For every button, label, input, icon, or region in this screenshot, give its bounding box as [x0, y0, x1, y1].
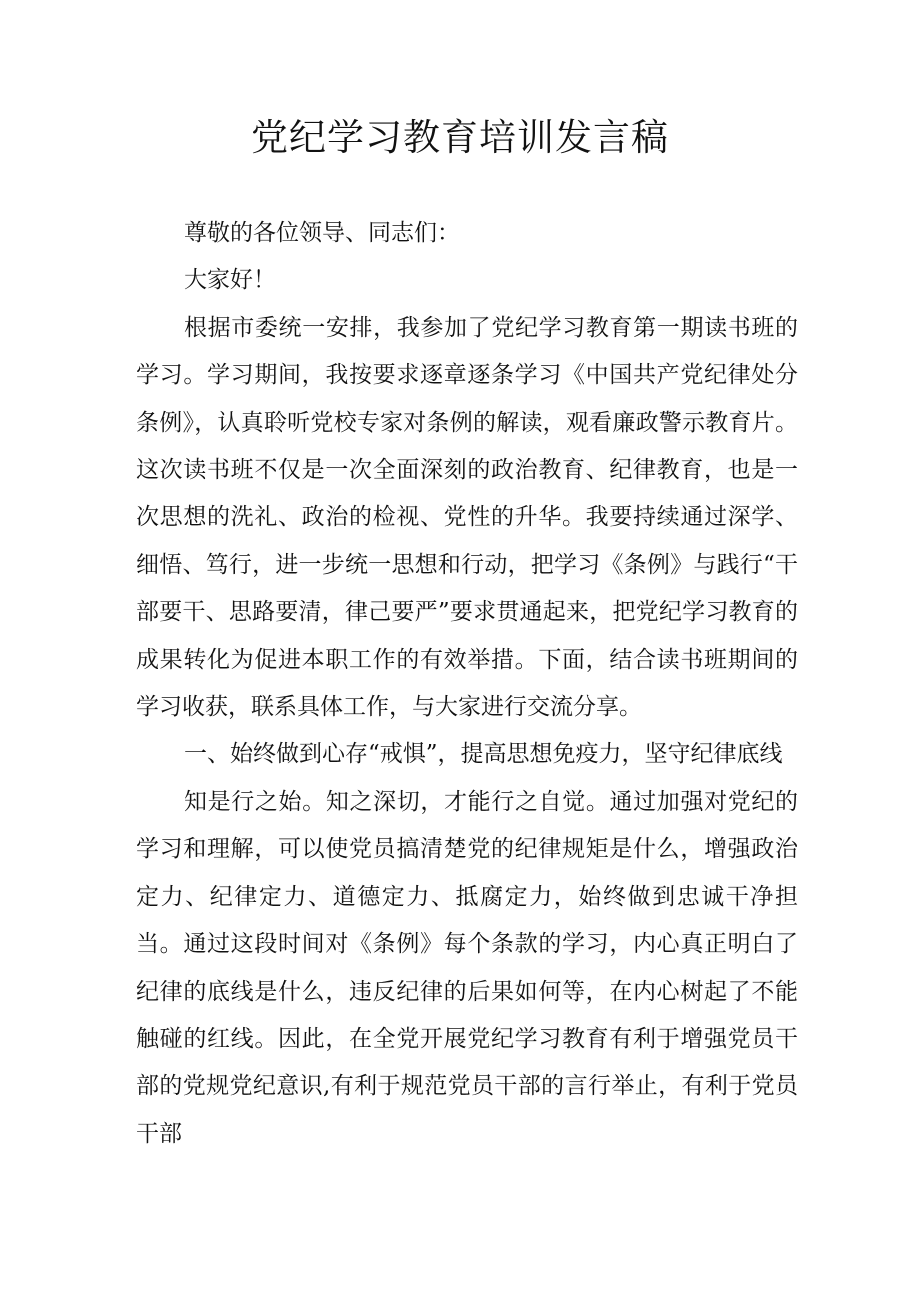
paragraph-section-1: 知是行之始。知之深切，才能行之自觉。通过加强对党纪的学习和理解，可以使党员搞清楚党的纪律规矩是什么，增强政治定力、纪律定力、道德定力、抵腐定力，始终做到忠诚干净担当。通过这段时间对《条例》每个条款的学习，内心真正明白了纪律的底线是什么，违反纪律的后果如何等，在内心树起了不能触碰的红线。因此，在全党开展党纪学习教育有利于增强党员干部的党规党纪意识,有利于规范党员干部的言行举止，有利于党员干部	[136, 788, 798, 1147]
document-body	[136, 210, 798, 1158]
document-title: 党纪学习教育培训发言稿	[251, 116, 669, 159]
section-heading-1: 一、始终做到心存“戒惧”，提高思想免疫力，坚守纪律底线	[184, 741, 783, 768]
greeting: 大家好！	[184, 267, 276, 294]
paragraph-intro: 根据市委统一安排，我参加了党纪学习教育第一期读书班的学习。学习期间，我按要求逐章逐条学习《中国共产党纪律处分条例》，认真聆听党校专家对条例的解读，观看廉政警示教育片。这次读书班不仅是一次全面深刻的政治教育、纪律教育，也是一次思想的洗礼、政治的检视、党性的升华。我要持续通过深学、细悟、笃行，进一步统一思想和行动，把学习《条例》与践行“干部要干、思路要清，律己要严”要求贯通起来，把党纪学习教育的成果转化为促进本职工作的有效举措。下面，结合读书班期间的学习收获，联系具体工作，与大家进行交流分享。	[136, 314, 798, 721]
salutation: 尊敬的各位领导、同志们：	[184, 220, 460, 246]
